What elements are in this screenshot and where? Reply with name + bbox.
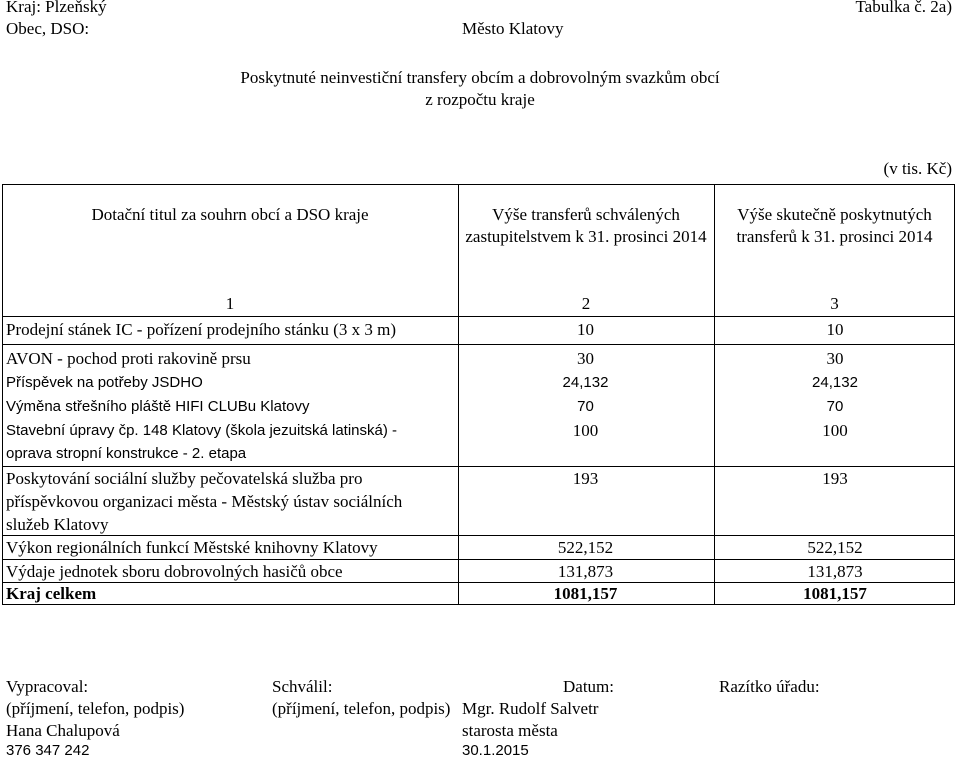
table-row-label: Výkon regionálních funkcí Městské knihovny Klatovy [6,538,378,557]
table-row-label: AVON - pochod proti rakovině prsu [6,349,251,368]
table-row-provided: 30 [826,349,844,368]
table-row-label: Prodejní stánek IC - pořízení prodejního stánku (3 x 3 m) [6,320,396,339]
table-row-provided: 100 [822,421,848,440]
municipality-name: Město Klatovy [462,19,564,38]
table-row-approved: 522,152 [557,538,614,557]
table-row-provided: 193 [822,469,848,488]
date-value: 30.1.2015 [462,742,529,759]
document-title-line2: z rozpočtu kraje [425,90,535,109]
prepared-label: Vypracoval: [6,677,89,696]
table-number: Tabulka č. 2a) [855,0,952,16]
table-row-approved: 70 [577,398,594,415]
prepared-name: Hana Chalupová [6,721,120,740]
column-header-provided-line2: transferů k 31. prosinci 2014 [736,227,933,246]
total-approved: 1081,157 [553,584,618,603]
prepared-hint: (příjmení, telefon, podpis) [6,699,185,718]
table-row-approved: 193 [572,469,599,488]
municipality-label: Obec, DSO: [6,19,90,38]
table-row-approved: 100 [572,421,599,440]
column-header-provided-line1: Výše skutečně poskytnutých [737,205,932,224]
table-row-provided: 70 [826,398,844,415]
document-title-line1: Poskytnuté neinvestiční transfery obcím a dobrovolným svazkům obcí [240,68,720,87]
column-header-approved-line2: zastupitelstvem k 31. prosinci 2014 [465,227,707,246]
table-row-approved: 10 [577,320,594,339]
column-number-2: 2 [581,294,591,313]
table-row-label: Výměna střešního pláště HIFI CLUBu Klatovy [6,398,310,415]
approved-hint: (příjmení, telefon, podpis) [272,699,451,718]
stamp-label: Razítko úřadu: [719,677,820,696]
table-row-approved: 30 [577,349,594,368]
column-header-title: Dotační titul za souhrn obcí a DSO kraje [91,205,369,224]
approver-name: Mgr. Rudolf Salvetr [462,699,599,718]
total-label: Kraj celkem [6,584,97,603]
row-divider [2,344,955,345]
approver-role: starosta města [462,721,558,740]
table-row-approved: 131,873 [557,562,614,581]
unit-label: (v tis. Kč) [883,159,952,178]
total-provided: 1081,157 [803,584,867,603]
prepared-phone: 376 347 242 [6,742,90,759]
table-row-label: Příspěvek na potřeby JSDHO [6,374,203,391]
column-number-1: 1 [225,294,235,313]
table-row-provided: 522,152 [807,538,863,557]
table-row-provided: 24,132 [812,374,858,391]
table-row-label: Stavební úpravy čp. 148 Klatovy (škola jezuitská latinská) - oprava stropní konstrukce - 2. etapa [6,422,398,462]
date-label: Datum: [563,677,614,696]
table-row-label: Výdaje jednotek sboru dobrovolných hasičů obce [6,562,343,581]
column-header-approved-line1: Výše transferů schválených [492,205,680,224]
table-row-label: Poskytování sociální služby pečovatelská služba pro příspěvkovou organizaci města - Městský ústav sociálních služeb Klatovy [6,469,403,534]
approved-label: Schválil: [272,677,333,696]
header-divider [2,316,955,317]
region-label: Kraj: Plzeňský [6,0,107,16]
table-row-provided: 131,873 [807,562,863,581]
column-number-3: 3 [830,294,839,313]
table-row-approved: 24,132 [562,374,609,391]
table-row-provided: 10 [826,320,844,339]
